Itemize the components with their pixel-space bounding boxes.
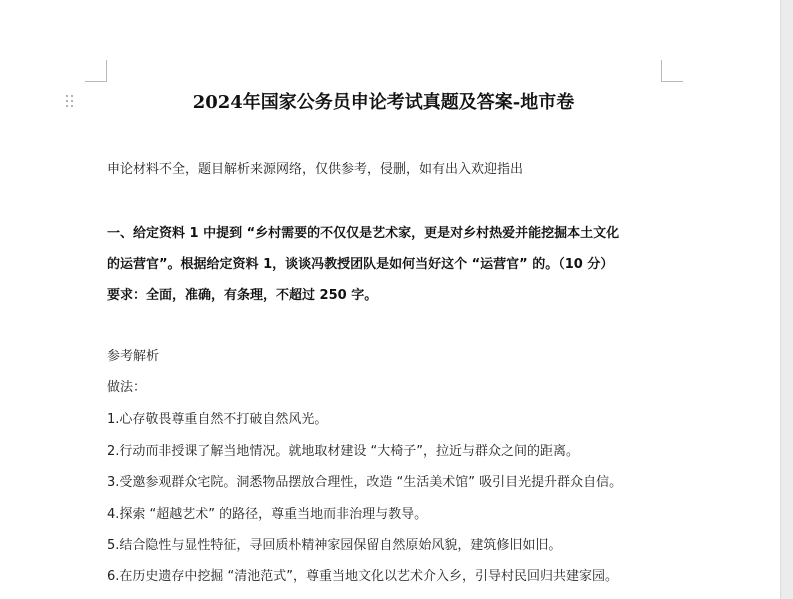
analysis-item: 1.心存敬畏尊重自然不打破自然风光。 bbox=[107, 412, 328, 427]
document-title: 2024年国家公务员申论考试真题及答案-地市卷 bbox=[192, 92, 575, 113]
analysis-item: 2.行动而非授课了解当地情况。就地取材建设 “大椅子”，拉近与群众之间的距离。 bbox=[107, 444, 580, 459]
question-line-1: 一、给定资料 1 中提到 “乡村需要的不仅仅是艺术家，更是对乡村热爱并能挖掘本土文化 bbox=[107, 226, 620, 241]
page-margin-corner-top-right bbox=[661, 60, 683, 82]
disclaimer-text: 申论材料不全，题目解析来源网络，仅供参考，侵删，如有出入欢迎指出 bbox=[107, 162, 524, 177]
analysis-item: 3.受邀参观群众宅院。洞悉物品摆放合理性，改造 “生活美术馆” 吸引目光提升群众自信。 bbox=[107, 475, 623, 490]
analysis-item: 5.结合隐性与显性特征，寻回质朴精神家园保留自然原始风貌，建筑修旧如旧。 bbox=[107, 538, 562, 553]
analysis-method-label: 做法： bbox=[107, 380, 147, 395]
paragraph-drag-handle-icon[interactable] bbox=[66, 95, 75, 109]
page-margin-corner-top-left bbox=[85, 60, 107, 82]
analysis-heading: 参考解析 bbox=[107, 349, 160, 364]
question-requirement: 要求：全面，准确，有条理，不超过 250 字。 bbox=[107, 288, 378, 303]
analysis-item: 6.在历史遗存中挖掘 “清池范式”，尊重当地文化以艺术介入乡，引导村民回归共建家园。 bbox=[107, 569, 619, 584]
vertical-scrollbar[interactable] bbox=[780, 0, 793, 599]
question-line-2: 的运营官”。根据给定资料 1，谈谈冯教授团队是如何当好这个 “运营官” 的。（10 分） bbox=[107, 257, 614, 272]
analysis-item: 4.探索 “超越艺术” 的路径，尊重当地而非治理与教导。 bbox=[107, 507, 428, 522]
